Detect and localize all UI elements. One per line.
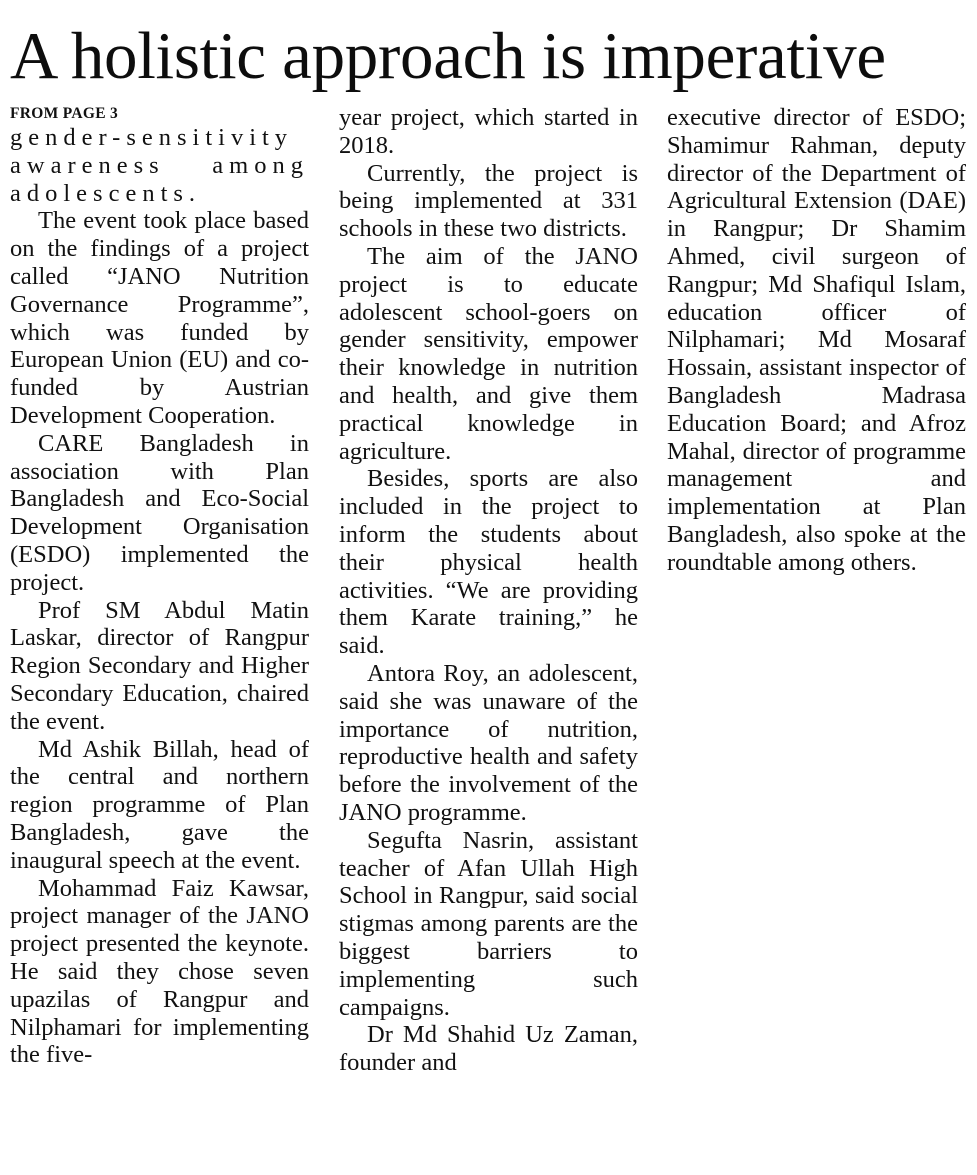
continued-from-label: FROM PAGE 3 bbox=[10, 105, 119, 122]
headline: A holistic approach is imperative bbox=[10, 19, 886, 93]
article-column-3 bbox=[667, 104, 966, 1175]
paragraph: gender-sensitivity awareness among adolescents. bbox=[10, 124, 309, 207]
paragraph: Segufta Nasrin, assistant teacher of Afan Ullah High School in Rangpur, said social stigmas among parents are the biggest barriers to implementing such campaigns. bbox=[339, 826, 638, 1021]
paragraph: The event took place based on the findings of a project called “JANO Nutrition Governance Programme”, which was funded by European Union (EU) and co-funded by Austrian Development Cooperation. bbox=[10, 207, 309, 429]
paragraph: Dr Md Shahid Uz Zaman, founder and bbox=[339, 1021, 638, 1077]
paragraph: Antora Roy, an adolescent, said she was unaware of the importance of nutrition, reproductive health and safety before the involvement of the JANO programme. bbox=[339, 659, 638, 826]
paragraph: Prof SM Abdul Matin Laskar, director of Rangpur Region Secondary and Higher Secondary Education, chaired the event. bbox=[10, 596, 309, 735]
paragraph: The aim of the JANO project is to educate adolescent school-goers on gender sensitivity, empower their knowledge in nutrition and health, and give them practical knowledge in agriculture. bbox=[339, 242, 638, 465]
article-column-2 bbox=[339, 104, 638, 1175]
paragraph: Besides, sports are also included in the project to inform the students about their physical health activities. “We are providing them Karate training,” he said. bbox=[339, 465, 638, 660]
paragraph: Currently, the project is being implemented at 331 schools in these two districts. bbox=[339, 159, 638, 243]
paragraph: Md Ashik Billah, head of the central and northern region programme of Plan Bangladesh, gave the inaugural speech at the event. bbox=[10, 735, 309, 874]
paragraph: Mohammad Faiz Kawsar, project manager of the JANO project presented the keynote. He said they chose seven upazilas of Rangpur and Nilphamari for implementing the five- bbox=[10, 874, 309, 1069]
paragraph: year project, which started in 2018. bbox=[339, 104, 638, 159]
paragraph: executive director of ESDO; Shamimur Rahman, deputy director of the Department of Agricultural Extension (DAE) in Rangpur; Dr Shamim Ahmed, civil surgeon of Rangpur; Md Shafiqul Islam, education officer of Nilphamari; Md Mosaraf Hossain, assistant inspector of Bangladesh Madrasa Education Board; and Afroz Mahal, director of programme management and implementation at Plan Bangladesh, also spoke at the roundtable among others. bbox=[667, 104, 966, 576]
paragraph: CARE Bangladesh in association with Plan Bangladesh and Eco-Social Development Organisation (ESDO) implemented the project. bbox=[10, 429, 309, 596]
article-column-1 bbox=[10, 104, 309, 1175]
